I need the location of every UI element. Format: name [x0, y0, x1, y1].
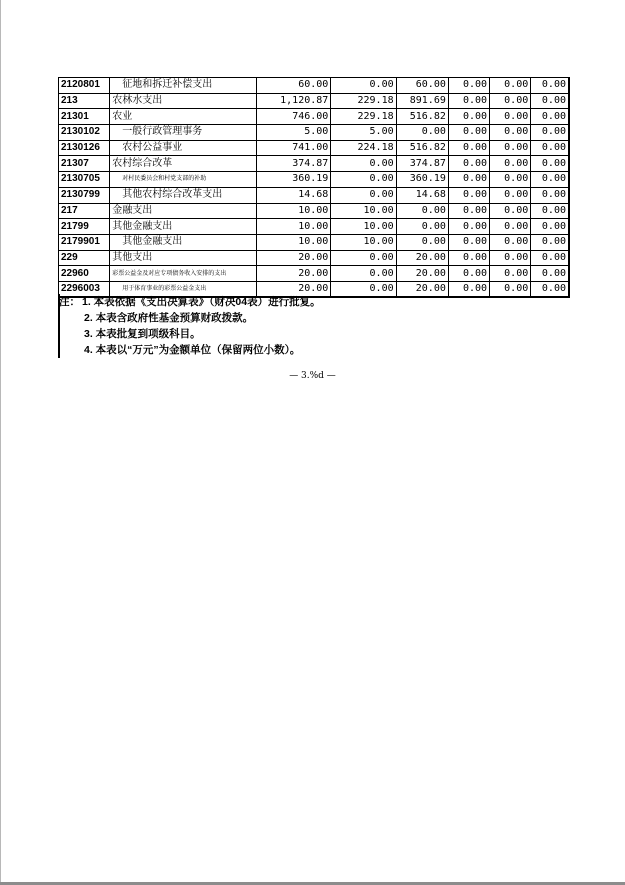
amount-cell: 229.18 [331, 109, 396, 125]
amount-cell: 229.18 [331, 93, 396, 109]
amount-cell: 10.00 [331, 219, 396, 235]
amount-cell: 0.00 [531, 156, 569, 172]
amount-cell: 0.00 [448, 125, 489, 141]
amount-cell: 0.00 [448, 172, 489, 188]
amount-cell: 10.00 [331, 203, 396, 219]
amount-cell: 0.00 [331, 156, 396, 172]
amount-cell: 0.00 [490, 140, 531, 156]
amount-cell: 0.00 [490, 219, 531, 235]
amount-cell: 0.00 [331, 172, 396, 188]
amount-cell: 0.00 [448, 266, 489, 282]
amount-cell: 360.19 [396, 172, 448, 188]
amount-cell: 0.00 [490, 156, 531, 172]
subject-name-cell: 农村公益事业 [110, 140, 257, 156]
amount-cell: 746.00 [256, 109, 330, 125]
amount-cell: 0.00 [490, 125, 531, 141]
amount-cell: 0.00 [531, 125, 569, 141]
amount-cell: 0.00 [531, 266, 569, 282]
amount-cell: 10.00 [256, 234, 330, 250]
amount-cell: 10.00 [331, 234, 396, 250]
subject-code-cell: 229 [59, 250, 110, 266]
subject-code-cell: 2130102 [59, 125, 110, 141]
subject-code-cell: 21307 [59, 156, 110, 172]
amount-cell: 20.00 [256, 250, 330, 266]
amount-cell: 360.19 [256, 172, 330, 188]
amount-cell: 0.00 [490, 78, 531, 94]
amount-cell: 0.00 [490, 250, 531, 266]
subject-name-cell: 其他支出 [110, 250, 257, 266]
amount-cell: 60.00 [396, 78, 448, 94]
subject-name-cell: 农林水支出 [110, 93, 257, 109]
table-row [59, 109, 570, 125]
amount-cell: 0.00 [531, 234, 569, 250]
table-row [59, 234, 570, 250]
amount-cell: 20.00 [256, 281, 330, 297]
amount-cell: 0.00 [448, 219, 489, 235]
subject-code-cell: 217 [59, 203, 110, 219]
subject-code-cell: 2296003 [59, 281, 110, 297]
amount-cell: 20.00 [396, 250, 448, 266]
page-left-edge [0, 0, 1, 885]
page-number: — 3.%d — [289, 371, 336, 381]
amount-cell: 0.00 [531, 187, 569, 203]
amount-cell: 741.00 [256, 140, 330, 156]
amount-cell: 0.00 [490, 281, 531, 297]
amount-cell: 1,120.87 [256, 93, 330, 109]
amount-cell: 0.00 [448, 187, 489, 203]
note-text-1: 1. 本表依据《支出决算表》（财决04表）进行批复。 [82, 296, 321, 308]
amount-cell: 10.00 [256, 219, 330, 235]
amount-cell: 374.87 [256, 156, 330, 172]
amount-cell: 0.00 [531, 203, 569, 219]
subject-code-cell: 21799 [59, 219, 110, 235]
amount-cell: 224.18 [331, 140, 396, 156]
subject-code-cell: 2130705 [59, 172, 110, 188]
amount-cell: 0.00 [448, 281, 489, 297]
amount-cell: 0.00 [531, 109, 569, 125]
amount-cell: 374.87 [396, 156, 448, 172]
amount-cell: 20.00 [396, 266, 448, 282]
amount-cell: 0.00 [396, 125, 448, 141]
subject-name-cell: 其他农村综合改革支出 [110, 187, 257, 203]
table-row [59, 140, 570, 156]
amount-cell: 0.00 [448, 156, 489, 172]
subject-name-cell: 农业 [110, 109, 257, 125]
amount-cell: 10.00 [256, 203, 330, 219]
table-row [59, 93, 570, 109]
amount-cell: 0.00 [490, 266, 531, 282]
table-row [59, 187, 570, 203]
expenditure-table [58, 77, 570, 298]
table-row [59, 266, 570, 282]
amount-cell: 5.00 [331, 125, 396, 141]
amount-cell: 0.00 [531, 172, 569, 188]
amount-cell: 0.00 [490, 109, 531, 125]
amount-cell: 0.00 [331, 78, 396, 94]
table-row [59, 203, 570, 219]
table-row [59, 172, 570, 188]
amount-cell: 20.00 [396, 281, 448, 297]
amount-cell: 0.00 [531, 219, 569, 235]
amount-cell: 0.00 [396, 203, 448, 219]
subject-code-cell: 2120801 [59, 78, 110, 94]
subject-name-cell: 一般行政管理事务 [110, 125, 257, 141]
subject-name-cell: 对村民委员会和村党支部的补助 [110, 172, 257, 188]
notes-block [58, 294, 360, 358]
amount-cell: 0.00 [331, 187, 396, 203]
table-row [59, 125, 570, 141]
subject-name-cell: 彩票公益金及对应专项债务收入安排的支出 [110, 266, 257, 282]
note-item-4: 4. 本表以“万元”为金额单位（保留两位小数）。 [84, 344, 301, 356]
subject-code-cell: 2130799 [59, 187, 110, 203]
amount-cell: 0.00 [448, 250, 489, 266]
amount-cell: 0.00 [448, 109, 489, 125]
subject-name-cell: 其他金融支出 [110, 219, 257, 235]
amount-cell: 0.00 [396, 219, 448, 235]
amount-cell: 0.00 [331, 250, 396, 266]
notes-label: 注： [59, 296, 80, 308]
note-item-2: 2. 本表含政府性基金预算财政拨款。 [84, 312, 254, 324]
subject-name-cell: 用于体育事业的彩票公益金支出 [110, 281, 257, 297]
table-row [59, 250, 570, 266]
amount-cell: 0.00 [448, 93, 489, 109]
amount-cell: 0.00 [448, 78, 489, 94]
amount-cell: 0.00 [490, 187, 531, 203]
note-item-1 [59, 294, 360, 310]
note-item-3: 3. 本表批复到项级科目。 [84, 328, 201, 340]
amount-cell: 0.00 [331, 266, 396, 282]
amount-cell: 5.00 [256, 125, 330, 141]
amount-cell: 14.68 [396, 187, 448, 203]
subject-name-cell: 其他金融支出 [110, 234, 257, 250]
amount-cell: 0.00 [531, 250, 569, 266]
table-row [59, 219, 570, 235]
amount-cell: 516.82 [396, 140, 448, 156]
subject-code-cell: 2130126 [59, 140, 110, 156]
subject-name-cell: 金融支出 [110, 203, 257, 219]
table-row [59, 78, 570, 94]
amount-cell: 0.00 [490, 93, 531, 109]
amount-cell: 0.00 [331, 281, 396, 297]
subject-name-cell: 征地和拆迁补偿支出 [110, 78, 257, 94]
subject-code-cell: 213 [59, 93, 110, 109]
table-row [59, 156, 570, 172]
amount-cell: 0.00 [490, 234, 531, 250]
amount-cell: 0.00 [531, 78, 569, 94]
amount-cell: 60.00 [256, 78, 330, 94]
amount-cell: 0.00 [396, 234, 448, 250]
subject-code-cell: 2179901 [59, 234, 110, 250]
subject-code-cell: 22960 [59, 266, 110, 282]
amount-cell: 0.00 [490, 172, 531, 188]
subject-code-cell: 21301 [59, 109, 110, 125]
amount-cell: 14.68 [256, 187, 330, 203]
amount-cell: 0.00 [531, 281, 569, 297]
amount-cell: 0.00 [531, 93, 569, 109]
amount-cell: 516.82 [396, 109, 448, 125]
amount-cell: 0.00 [448, 140, 489, 156]
amount-cell: 0.00 [448, 203, 489, 219]
amount-cell: 0.00 [448, 234, 489, 250]
amount-cell: 0.00 [490, 203, 531, 219]
amount-cell: 20.00 [256, 266, 330, 282]
amount-cell: 0.00 [531, 140, 569, 156]
table-body [59, 78, 570, 298]
subject-name-cell: 农村综合改革 [110, 156, 257, 172]
amount-cell: 891.69 [396, 93, 448, 109]
